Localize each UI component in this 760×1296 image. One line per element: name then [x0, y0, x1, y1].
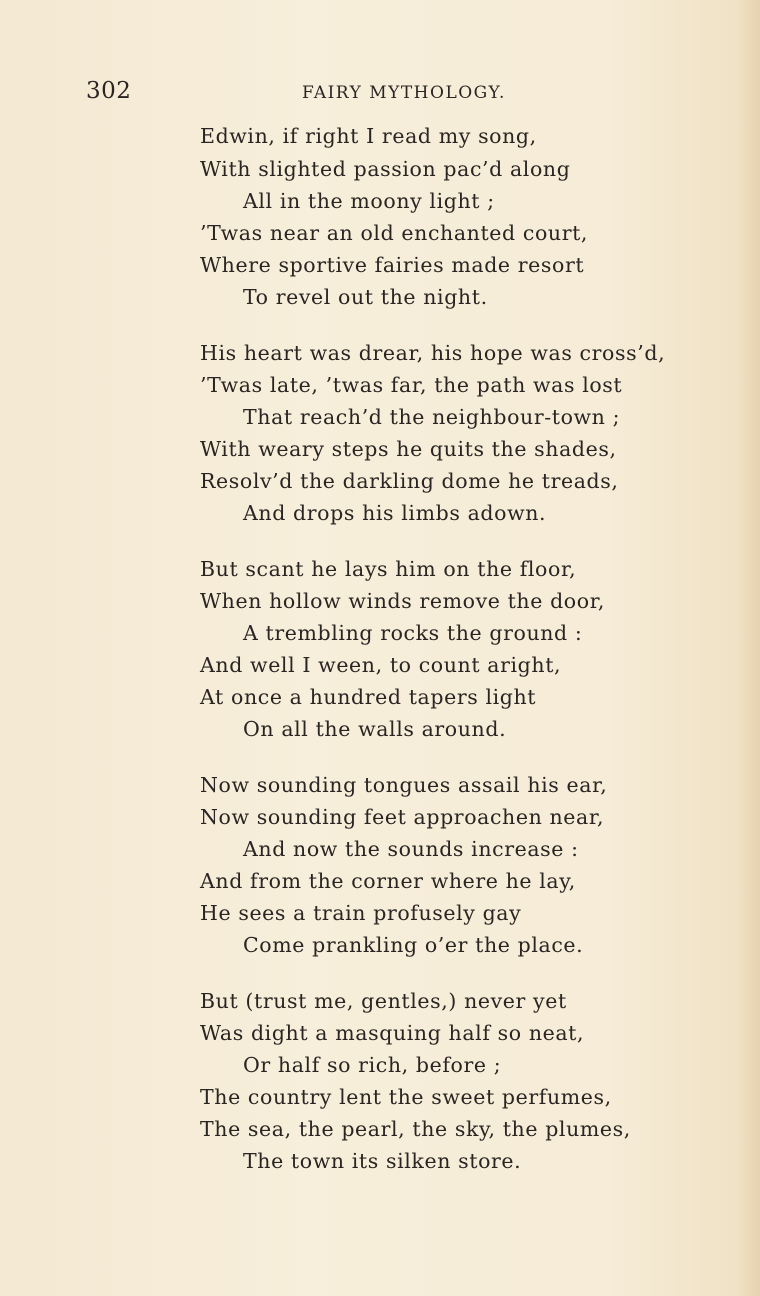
- poem-line: That reach’d the neighbour-town ;: [243, 405, 621, 429]
- poem-line: And well I ween, to count aright,: [200, 653, 562, 677]
- poem-line: On all the walls around.: [243, 717, 507, 741]
- poem-line: And now the sounds increase :: [243, 837, 579, 861]
- poem-line: To revel out the night.: [243, 285, 488, 309]
- page-edge-shading: [738, 0, 760, 1296]
- poem-line: The country lent the sweet perfumes,: [200, 1085, 612, 1109]
- poem-line: Now sounding tongues assail his ear,: [200, 773, 608, 797]
- poem-line: Now sounding feet approachen near,: [200, 805, 605, 829]
- poem-line: When hollow winds remove the door,: [200, 589, 605, 613]
- poem-line: All in the moony light ;: [243, 189, 495, 213]
- poem-line: His heart was drear, his hope was cross’d,: [200, 341, 666, 365]
- poem-line: At once a hundred tapers light: [200, 685, 537, 709]
- poem-line: Edwin, if right I read my song,: [200, 124, 537, 148]
- poem-line: ’Twas near an old enchanted court,: [200, 221, 589, 245]
- poem-line: And drops his limbs adown.: [243, 501, 547, 525]
- poem-line: Come prankling o’er the place.: [243, 933, 584, 957]
- poem-line: Resolv’d the darkling dome he treads,: [200, 469, 619, 493]
- poem-line: The town its silken store.: [243, 1149, 522, 1173]
- poem-line: Was dight a masquing half so neat,: [200, 1021, 585, 1045]
- running-title: FAIRY MYTHOLOGY.: [302, 83, 506, 103]
- page-number: 302: [86, 78, 132, 104]
- poem-line: But (trust me, gentles,) never yet: [200, 989, 567, 1013]
- poem-line: Or half so rich, before ;: [243, 1053, 502, 1077]
- poem-line: A trembling rocks the ground :: [243, 621, 583, 645]
- poem-line: Where sportive fairies made resort: [200, 253, 585, 277]
- poem-line: He sees a train profusely gay: [200, 901, 522, 925]
- poem-line: But scant he lays him on the floor,: [200, 557, 577, 581]
- poem-line: With weary steps he quits the shades,: [200, 437, 617, 461]
- poem-line: The sea, the pearl, the sky, the plumes,: [200, 1117, 631, 1141]
- poem-line: With slighted passion pac’d along: [200, 157, 571, 181]
- poem-line: ’Twas late, ’twas far, the path was lost: [200, 373, 623, 397]
- poem-line: And from the corner where he lay,: [200, 869, 576, 893]
